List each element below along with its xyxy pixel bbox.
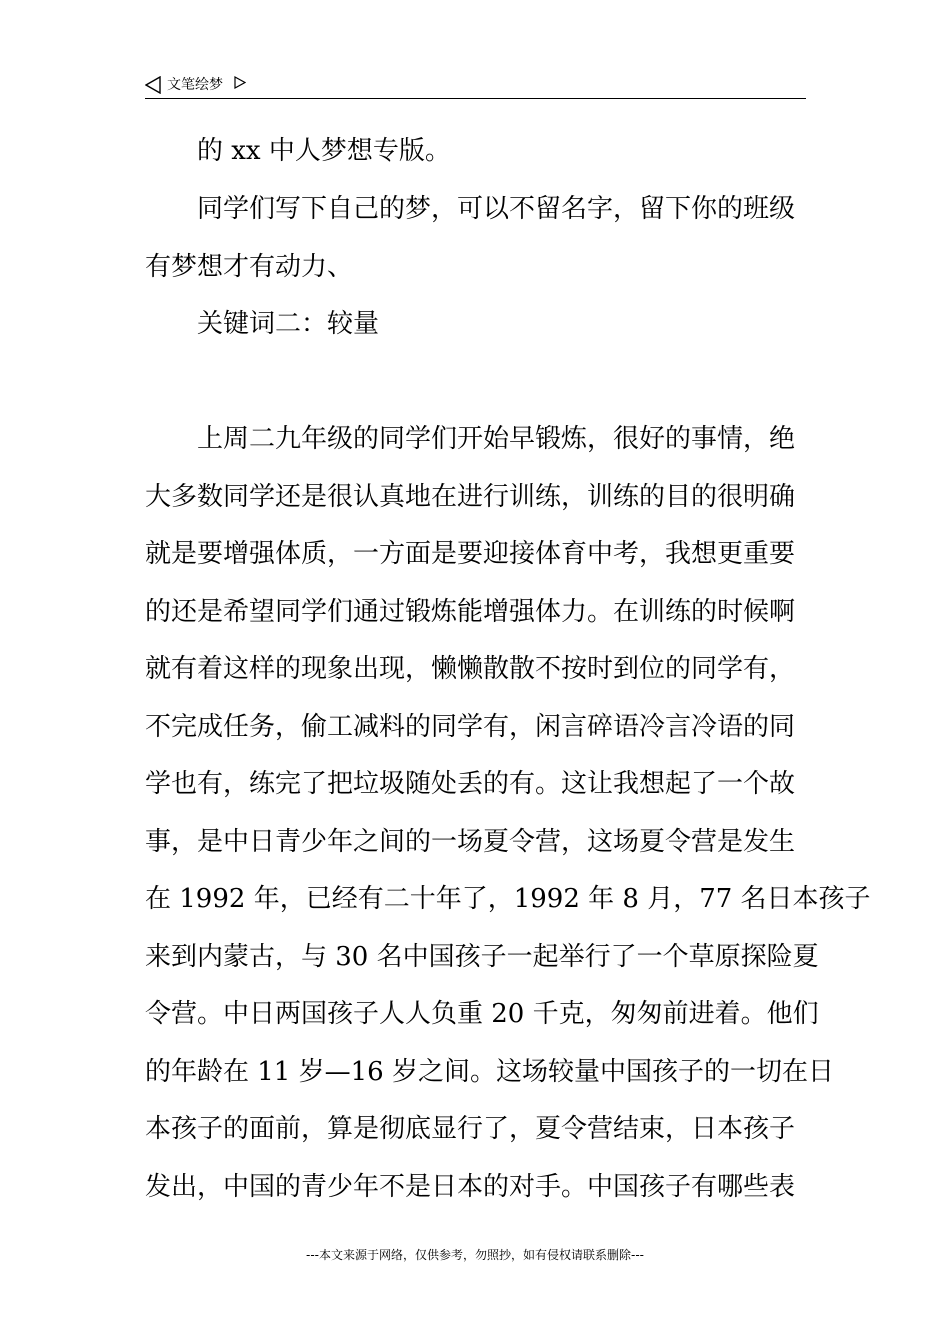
text-line: 在 1992 年，已经有二十年了，1992 年 8 月，77 名日本孩子 (145, 884, 871, 914)
text-line: 令营。中日两国孩子人人负重 20 千克，匆匆前进着。他们 (145, 999, 819, 1029)
text-line: 本孩子的面前，算是彻底显行了，夏令营结束，日本孩子 (145, 1114, 796, 1144)
text-line: 就有着这样的现象出现，懒懒散散不按时到位的同学有， (145, 654, 796, 684)
text-line: 事，是中日青少年之间的一场夏令营，这场夏令营是发生 (145, 827, 796, 857)
text-line: 学也有，练完了把垃圾随处丢的有。这让我想起了一个故 (145, 769, 796, 799)
text-line: 就是要增强体质，一方面是要迎接体育中考，我想更重要 (145, 539, 796, 569)
text-line: 同学们写下自己的梦，可以不留名字，留下你的班级 (197, 194, 796, 224)
text-line: 有梦想才有动力、 (145, 252, 354, 282)
text-line: 的还是希望同学们通过锻炼能增强体力。在训练的时候啊 (145, 597, 796, 627)
triangle-right-outline-icon (234, 76, 246, 89)
text-line: 大多数同学还是很认真地在进行训练，训练的目的很明确 (145, 482, 796, 512)
section-heading: 关键词二：较量 (197, 309, 380, 339)
text-line: 上周二九年级的同学们开始早锻炼，很好的事情，绝 (197, 424, 796, 454)
text-line: 的 xx 中人梦想专版。 (197, 136, 451, 166)
header-title: 文笔绘梦 (167, 77, 223, 93)
triangle-left-outline-icon (145, 76, 161, 94)
text-line: 不完成任务，偷工减料的同学有，闲言碎语冷言冷语的同 (145, 712, 796, 742)
page-header (145, 74, 806, 99)
footer-disclaimer: ---本文来源于网络，仅供参考，勿照抄，如有侵权请联系删除--- (306, 1248, 644, 1262)
text-line: 发出，中国的青少年不是日本的对手。中国孩子有哪些表 (145, 1172, 796, 1202)
text-line: 来到内蒙古，与 30 名中国孩子一起举行了一个草原探险夏 (145, 942, 819, 972)
text-line: 的年龄在 11 岁—16 岁之间。这场较量中国孩子的一切在日 (145, 1057, 834, 1087)
